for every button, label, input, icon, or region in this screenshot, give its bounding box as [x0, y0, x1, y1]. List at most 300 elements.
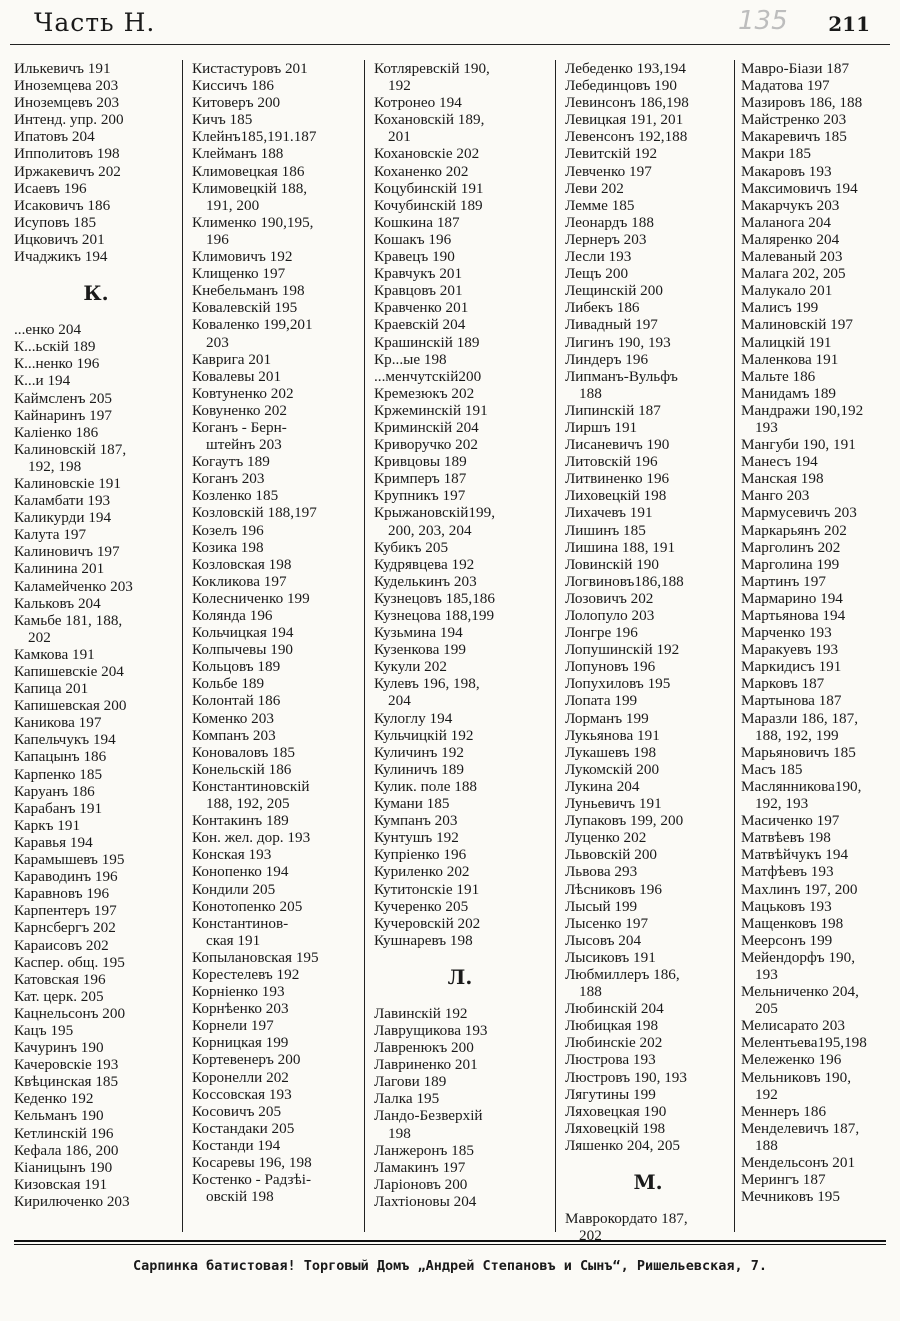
index-entry	[741, 744, 896, 761]
index-entry	[374, 145, 546, 162]
index-entry	[192, 744, 360, 761]
entry-text: Липинскій 187	[565, 401, 661, 419]
entry-text: Мадатова 197	[741, 77, 830, 95]
index-entry	[565, 710, 731, 727]
entry-text: Марголина 199	[741, 555, 840, 573]
index-entry	[565, 1103, 731, 1120]
entry-text: Мендельсонъ 201	[741, 1154, 856, 1171]
entry-text: Лагови 189	[374, 1073, 447, 1091]
index-entry	[374, 1176, 546, 1193]
entry-text: Костанди 194	[192, 1136, 281, 1154]
index-entry	[741, 675, 896, 692]
entry-text: Клейманъ 188	[192, 145, 284, 163]
entry-text: Мартинъ 197	[741, 572, 826, 590]
entry-text: Мартынова 187	[741, 692, 842, 710]
entry-text: Ларіоновъ 200	[374, 1175, 468, 1193]
entry-text: Кузьмина 194	[374, 624, 463, 642]
index-entry	[565, 863, 731, 880]
entry-text: Кулиничъ 189	[374, 760, 464, 778]
entry-text: Меннеръ 186	[741, 1102, 827, 1120]
entry-text: Левицкая 191, 201	[565, 111, 684, 129]
index-entry	[741, 1154, 896, 1171]
entry-continuation: 202	[579, 1227, 602, 1245]
entry-text: Кольцовъ 189	[192, 658, 281, 676]
entry-text: Каникова 197	[14, 714, 102, 732]
index-entry	[565, 1120, 731, 1137]
index-entry	[14, 248, 178, 265]
entry-text: Корнiенко 193	[192, 983, 285, 1001]
index-entry	[14, 766, 178, 783]
entry-text: Капишевскіе 204	[14, 663, 124, 680]
entry-text: Мармарино 194	[741, 589, 843, 607]
index-entry	[374, 504, 546, 538]
entry-continuation: 188, 192, 205	[206, 795, 290, 813]
index-entry	[14, 800, 178, 817]
entry-text: Конотопенко 205	[192, 897, 303, 915]
column-4	[565, 60, 731, 1245]
index-entry	[14, 1022, 178, 1039]
index-entry	[741, 778, 896, 812]
entry-text: Кушнаревъ 198	[374, 931, 473, 949]
index-entry	[374, 590, 546, 607]
index-entry	[14, 231, 178, 248]
index-entry	[14, 145, 178, 162]
index-entry	[374, 932, 546, 949]
entry-text: Коханенко 202	[374, 162, 469, 180]
entry-text: Малисъ 199	[741, 299, 819, 317]
index-entry	[741, 932, 896, 949]
entry-text: Ляховецкій 198	[565, 1119, 666, 1137]
entry-text: Ичаджикъ 194	[14, 248, 108, 266]
index-entry	[374, 180, 546, 197]
entry-text: Конопенко 194	[192, 863, 289, 881]
entry-continuation: штейнъ 203	[206, 436, 282, 454]
entry-text: Капельчукъ 194	[14, 731, 116, 749]
index-entry	[374, 231, 546, 248]
entry-text: Лозовичъ 202	[565, 589, 654, 607]
entry-text: Масиченко 197	[741, 812, 840, 830]
index-entry	[741, 197, 896, 214]
index-entry	[192, 128, 360, 145]
index-entry	[741, 128, 896, 145]
index-entry	[14, 1107, 178, 1124]
index-entry	[741, 453, 896, 470]
entry-text: Манесъ 194	[741, 453, 818, 471]
entry-text: Кольчицкая 194	[192, 624, 294, 642]
directory-columns	[0, 60, 900, 1245]
index-entry	[565, 504, 731, 521]
entry-text: Матвѣйчукъ 194	[741, 846, 849, 864]
index-entry	[192, 299, 360, 316]
entry-text: Левинсонъ 186,198	[565, 94, 689, 112]
index-entry	[741, 368, 896, 385]
index-entry	[741, 556, 896, 573]
entry-text: Киссичъ 186	[192, 77, 274, 95]
index-entry	[374, 812, 546, 829]
index-entry	[14, 560, 178, 577]
entry-text: Качеровскіе 193	[14, 1056, 119, 1074]
entry-text: Карамышевъ 195	[14, 851, 125, 869]
index-entry	[565, 145, 731, 162]
entry-text: Кравчукъ 201	[374, 265, 463, 283]
index-entry	[565, 436, 731, 453]
index-entry	[192, 265, 360, 282]
entry-continuation: овскій 198	[206, 1188, 274, 1206]
index-entry	[14, 937, 178, 954]
entry-text: Львова 293	[565, 863, 638, 881]
entry-text: Кравцовъ 201	[374, 282, 463, 300]
entry-text: Меерсонъ 199	[741, 931, 833, 949]
column-divider	[555, 60, 556, 1232]
entry-text: Компанъ 203	[192, 726, 276, 744]
index-entry	[14, 834, 178, 851]
entry-text: Лещинскій 200	[565, 282, 663, 300]
index-entry	[565, 282, 731, 299]
letter-heading: К.	[83, 281, 109, 306]
index-entry	[192, 1017, 360, 1034]
entry-text: Костандаки 205	[192, 1119, 295, 1137]
entry-continuation: 196	[206, 230, 229, 248]
index-entry	[14, 180, 178, 197]
index-entry	[565, 898, 731, 915]
index-entry	[374, 898, 546, 915]
index-entry	[374, 1159, 546, 1176]
entry-text: Квѣцинская 185	[14, 1073, 119, 1091]
entry-text: Калинина 201	[14, 560, 105, 578]
index-entry	[374, 299, 546, 316]
index-entry	[192, 60, 360, 77]
index-entry	[192, 402, 360, 419]
index-entry	[565, 795, 731, 812]
entry-text: Мартьянова 194	[741, 607, 846, 624]
entry-text: Мелентьева195,198	[741, 1034, 867, 1052]
index-entry	[192, 556, 360, 573]
index-entry	[565, 1086, 731, 1103]
index-entry	[374, 881, 546, 898]
entry-text: Кочубинскій 189	[374, 196, 483, 214]
index-entry	[14, 424, 178, 441]
index-entry	[741, 214, 896, 231]
entry-text: Кохановскіе 202	[374, 145, 480, 163]
entry-text: Купріенко 196	[374, 846, 467, 864]
entry-text: Мерингъ 187	[741, 1171, 826, 1189]
entry-text: Каспер. общ. 195	[14, 953, 125, 971]
index-entry	[14, 475, 178, 492]
entry-text: Маслянникова190,	[741, 777, 862, 795]
index-entry	[374, 111, 546, 145]
index-entry	[14, 1159, 178, 1176]
entry-text: Конская 193	[192, 846, 272, 864]
index-entry	[741, 248, 896, 265]
index-entry	[14, 731, 178, 748]
index-entry	[14, 543, 178, 560]
index-entry	[192, 1051, 360, 1068]
index-entry	[565, 368, 731, 402]
index-entry	[192, 470, 360, 487]
entry-text: Лишина 188, 191	[565, 538, 676, 556]
column-5	[741, 60, 896, 1230]
index-entry	[374, 368, 546, 385]
index-entry	[741, 915, 896, 932]
index-entry	[565, 829, 731, 846]
entry-text: Кульчицкій 192	[374, 726, 474, 744]
part-label: Часть Н.	[34, 8, 156, 37]
index-entry	[192, 898, 360, 915]
index-entry	[14, 492, 178, 509]
entry-continuation: 193	[755, 965, 778, 983]
entry-text: Коганъ 203	[192, 470, 265, 488]
index-entry	[374, 744, 546, 761]
index-entry	[741, 607, 896, 624]
index-entry	[192, 983, 360, 1000]
index-entry	[374, 1193, 546, 1210]
index-entry	[565, 402, 731, 419]
index-entry	[741, 385, 896, 402]
entry-text: Козленко 185	[192, 487, 279, 505]
entry-text: Макаревичъ 185	[741, 128, 847, 146]
index-entry	[374, 402, 546, 419]
index-entry	[374, 915, 546, 932]
index-entry	[741, 949, 896, 983]
entry-text: Климовичъ 192	[192, 248, 293, 266]
entry-continuation: 192, 198	[28, 457, 82, 475]
index-entry	[741, 1171, 896, 1188]
index-entry	[192, 675, 360, 692]
index-entry	[192, 282, 360, 299]
entry-continuation: 188	[579, 983, 602, 1001]
index-entry	[565, 316, 731, 333]
entry-text: Климовецкая 186	[192, 162, 305, 180]
entry-text: Косаревы 196, 198	[192, 1154, 312, 1171]
index-entry	[14, 971, 178, 988]
entry-text: Лопата 199	[565, 692, 638, 710]
index-entry	[192, 812, 360, 829]
entry-text: Кіаницынъ 190	[14, 1158, 113, 1176]
entry-text: Криминскій 204	[374, 418, 479, 436]
index-entry	[14, 868, 178, 885]
index-entry	[741, 265, 896, 282]
index-entry	[14, 902, 178, 919]
index-entry	[192, 163, 360, 180]
entry-text: Мавро-Біази 187	[741, 60, 850, 77]
index-entry	[741, 710, 896, 744]
index-entry	[14, 1005, 178, 1022]
column-divider	[182, 60, 183, 1232]
index-entry	[374, 795, 546, 812]
entry-text: Когаутъ 189	[192, 453, 270, 471]
entry-continuation: 193	[755, 418, 778, 436]
entry-text: Кирилюченко 203	[14, 1192, 130, 1210]
index-entry	[14, 1142, 178, 1159]
index-entry	[741, 983, 896, 1017]
entry-text: Лебединцовъ 190	[565, 77, 677, 95]
entry-continuation: 203	[206, 333, 229, 351]
entry-text: Капица 201	[14, 680, 89, 698]
entry-text: Маракуевъ 193	[741, 641, 839, 659]
entry-text: Лолопуло 203	[565, 607, 655, 624]
index-entry	[741, 624, 896, 641]
index-entry	[565, 111, 731, 128]
index-entry	[14, 680, 178, 697]
index-entry	[565, 351, 731, 368]
letter-heading: Л.	[447, 964, 473, 989]
entry-text: Куличинъ 192	[374, 743, 464, 761]
index-entry	[14, 988, 178, 1005]
entry-text: Корестелевъ 192	[192, 965, 300, 983]
index-entry	[565, 949, 731, 966]
index-entry	[192, 881, 360, 898]
index-entry	[14, 372, 178, 389]
entry-text: Луньевичъ 191	[565, 795, 662, 813]
entry-text: Менделевичъ 187,	[741, 1119, 860, 1137]
index-entry	[192, 829, 360, 846]
index-entry	[565, 299, 731, 316]
entry-text: Корницкая 199	[192, 1034, 289, 1052]
entry-text: Краевскій 204	[374, 316, 466, 334]
entry-text: Мальте 186	[741, 367, 816, 385]
index-entry	[565, 932, 731, 949]
entry-text: Крыжановскій199,	[374, 504, 496, 522]
entry-text: Лѣсниковъ 196	[565, 880, 662, 898]
index-entry	[374, 282, 546, 299]
index-entry	[741, 231, 896, 248]
index-entry	[192, 590, 360, 607]
index-entry	[741, 487, 896, 504]
index-entry	[14, 1125, 178, 1142]
index-entry	[565, 487, 731, 504]
entry-text: К...и 194	[14, 372, 71, 390]
entry-text: Кукули 202	[374, 658, 447, 676]
index-entry	[741, 180, 896, 197]
entry-text: Линдеръ 196	[565, 350, 649, 368]
entry-text: Кошкина 187	[374, 213, 460, 231]
entry-text: Клейнъ185,191.187	[192, 128, 317, 146]
index-entry	[741, 812, 896, 829]
index-entry	[14, 612, 178, 646]
entry-text: Любицкая 198	[565, 1017, 659, 1035]
index-entry	[192, 966, 360, 983]
index-entry	[192, 624, 360, 641]
entry-text: Контакинъ 189	[192, 812, 289, 830]
entry-text: Коноваловъ 185	[192, 743, 295, 761]
entry-text: Лопухиловъ 195	[565, 675, 671, 693]
entry-text: Кичъ 185	[192, 111, 253, 129]
entry-text: Калута 197	[14, 526, 87, 544]
entry-text: Калиновскіе 191	[14, 474, 121, 492]
index-entry	[741, 573, 896, 590]
entry-text: Лишинъ 185	[565, 521, 646, 539]
index-entry	[374, 607, 546, 624]
entry-text: Константинов-	[192, 914, 289, 932]
entry-text: Ляховецкая 190	[565, 1102, 667, 1120]
entry-text: Косовичъ 205	[192, 1102, 282, 1120]
index-entry	[374, 487, 546, 504]
entry-continuation: 188	[579, 384, 602, 402]
entry-text: Интенд. упр. 200	[14, 111, 124, 129]
entry-text: Козелъ 196	[192, 521, 264, 539]
index-entry	[565, 77, 731, 94]
index-entry	[192, 1120, 360, 1137]
entry-text: Капацынъ 186	[14, 748, 107, 766]
entry-text: Копылановская 195	[192, 948, 319, 966]
entry-text: Кулевъ 196, 198,	[374, 675, 480, 693]
entry-text: Любмиллеръ 186,	[565, 965, 680, 983]
entry-continuation: 191, 200	[206, 196, 260, 214]
index-entry	[374, 436, 546, 453]
index-entry	[741, 436, 896, 453]
index-entry	[565, 727, 731, 744]
index-entry	[741, 898, 896, 915]
entry-text: Колпычевы 190	[192, 641, 294, 659]
index-entry	[741, 94, 896, 111]
entry-text: Каймсленъ 205	[14, 389, 113, 407]
index-entry	[374, 265, 546, 282]
entry-text: Исаковичъ 186	[14, 196, 111, 214]
entry-text: Левитскій 192	[565, 145, 658, 163]
index-entry	[565, 812, 731, 829]
entry-text: Макри 185	[741, 145, 811, 163]
index-entry	[14, 748, 178, 765]
index-entry	[192, 145, 360, 162]
entry-text: Катовская 196	[14, 970, 106, 988]
entry-text: Кольбе 189	[192, 675, 265, 693]
index-entry	[192, 487, 360, 504]
entry-text: Лупаковъ 199, 200	[565, 812, 684, 830]
index-entry	[565, 334, 731, 351]
index-entry	[14, 197, 178, 214]
entry-text: Липманъ-Вульфъ	[565, 367, 678, 385]
entry-text: ...енко 204	[14, 321, 82, 339]
index-entry	[741, 761, 896, 778]
index-entry	[741, 863, 896, 880]
index-entry	[374, 248, 546, 265]
index-entry	[192, 180, 360, 214]
index-entry	[374, 1056, 546, 1073]
index-entry	[374, 675, 546, 709]
index-entry	[374, 334, 546, 351]
index-entry	[192, 949, 360, 966]
entry-text: Макарчукъ 203	[741, 196, 840, 214]
entry-text: Куделькинъ 203	[374, 572, 477, 590]
index-entry	[374, 1073, 546, 1090]
index-entry	[14, 919, 178, 936]
index-entry	[192, 351, 360, 368]
index-entry	[192, 385, 360, 402]
entry-continuation: 201	[388, 128, 411, 146]
index-entry	[14, 77, 178, 94]
entry-text: Марченко 193	[741, 624, 832, 642]
index-entry	[741, 539, 896, 556]
index-entry	[565, 590, 731, 607]
entry-text: Манго 203	[741, 487, 810, 505]
entry-text: Лахтіоновы 204	[374, 1192, 477, 1210]
entry-text: Константиновскій	[192, 777, 310, 795]
column-divider	[734, 60, 735, 1232]
entry-text: Крашинскій 189	[374, 333, 480, 351]
footer-rule	[14, 1244, 886, 1245]
index-entry	[14, 714, 178, 731]
entry-text: Костенко - Радзѣі-	[192, 1171, 312, 1189]
index-entry	[374, 419, 546, 436]
entry-continuation: 205	[755, 1000, 778, 1018]
entry-text: К...ьскій 189	[14, 338, 96, 356]
index-entry	[14, 783, 178, 800]
entry-text: Каврига 201	[192, 350, 272, 368]
entry-text: Калиновичъ 197	[14, 543, 120, 561]
index-entry	[565, 1137, 731, 1154]
index-entry	[565, 163, 731, 180]
entry-text: Лопуновъ 196	[565, 658, 656, 676]
